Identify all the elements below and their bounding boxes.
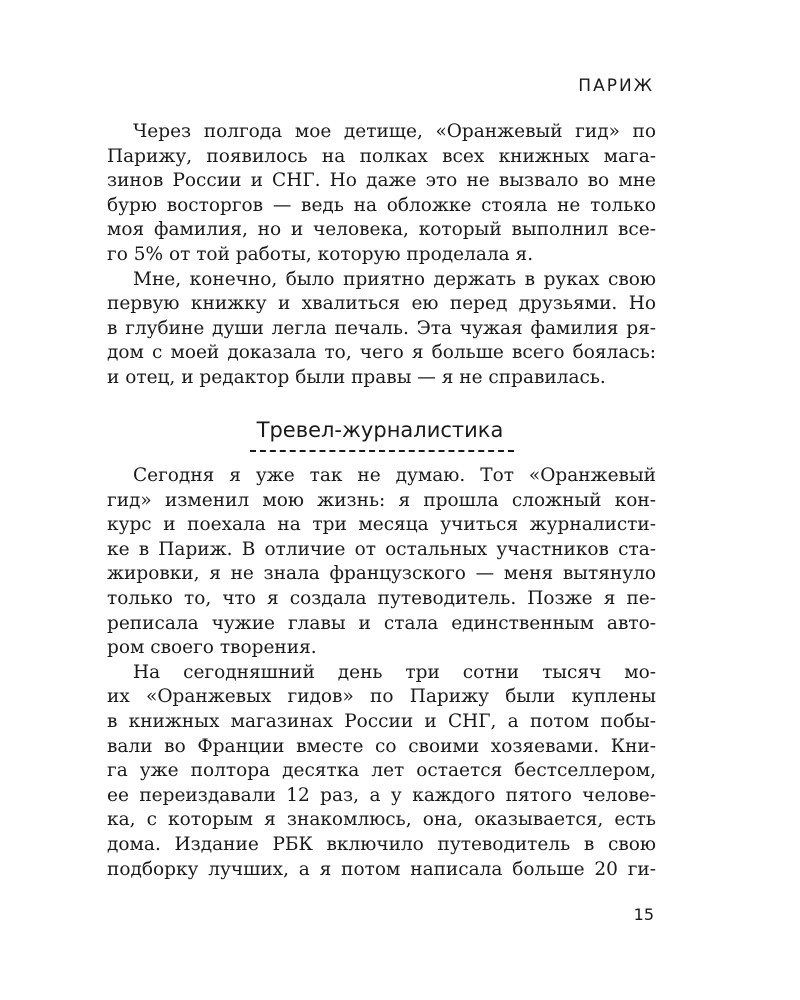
page-number: 15 [633, 905, 654, 924]
text-line: только то, что я создала путеводитель. Позже я пе- [107, 587, 656, 609]
text-line: зинов России и СНГ. Но даже это не вызвало во мне [107, 170, 656, 192]
heading-dashed-rule [250, 450, 514, 452]
text-line: жировки, я не знала французского — меня вытянуло [107, 563, 656, 585]
text-line: Сегодня я уже так не думаю. Тот «Оранжевый [133, 465, 656, 486]
text-line: реписала чужие главы и стала единственным авто- [107, 612, 656, 634]
text-line: ке в Париж. В отличие от остальных участников ста- [107, 538, 656, 560]
text-line: бурю восторгов — ведь на обложке стояла не только [107, 194, 656, 216]
text-line: в книжных магазинах России и СНГ, а потом побы- [107, 710, 656, 732]
text-line: моя фамилия, но и человека, который выполнил все- [107, 219, 656, 241]
text-line: ее переиздавали 12 раз, а у каждого пятого челове- [107, 784, 656, 806]
text-line: дома. Издание РБК включило путеводитель в свою [107, 833, 656, 855]
text-line: ка, с которым я знакомлюсь, она, оказывается, есть [107, 809, 656, 831]
body-text-bottom [107, 464, 656, 882]
body-text-top [107, 120, 656, 391]
text-line: го 5% от той работы, которую проделала я. [107, 243, 534, 265]
text-line: На сегодняшний день три сотни тысяч мо- [133, 661, 656, 683]
text-line: Мне, конечно, было приятно держать в руках свою [133, 268, 656, 290]
text-line: Через полгода мое детище, «Оранжевый гид» по [133, 121, 656, 142]
text-line: гид» изменил мою жизнь: я прошла сложный кон- [107, 489, 656, 511]
text-line: Парижу, появилось на полках всех книжных мага- [107, 145, 656, 167]
text-line: ром своего творения. [107, 637, 317, 659]
text-line: первую книжку и хвалиться ею перед друзьями. Но [107, 293, 656, 315]
text-line: в глубине души легла печаль. Эта чужая фамилия ря- [107, 317, 656, 339]
text-line: га уже полтора десятка лет остается бестселлером, [107, 760, 656, 782]
running-head: ПАРИЖ [578, 76, 654, 96]
text-line: их «Оранжевых гидов» по Парижу были куплены [107, 686, 656, 708]
text-line: дом с моей доказала то, чего я больше всего боялась: [107, 342, 656, 364]
text-line: вали во Франции вместе со своими хозяевами. Кни- [107, 735, 656, 757]
text-line: курс и поехала на три месяца учиться журналисти- [107, 514, 656, 536]
text-line: подборку лучших, а я потом написала больше 20 ги- [107, 858, 656, 880]
text-line: и отец, и редактор были правы — я не справилась. [107, 366, 606, 388]
section-heading: Тревел-журналистика [256, 418, 504, 442]
